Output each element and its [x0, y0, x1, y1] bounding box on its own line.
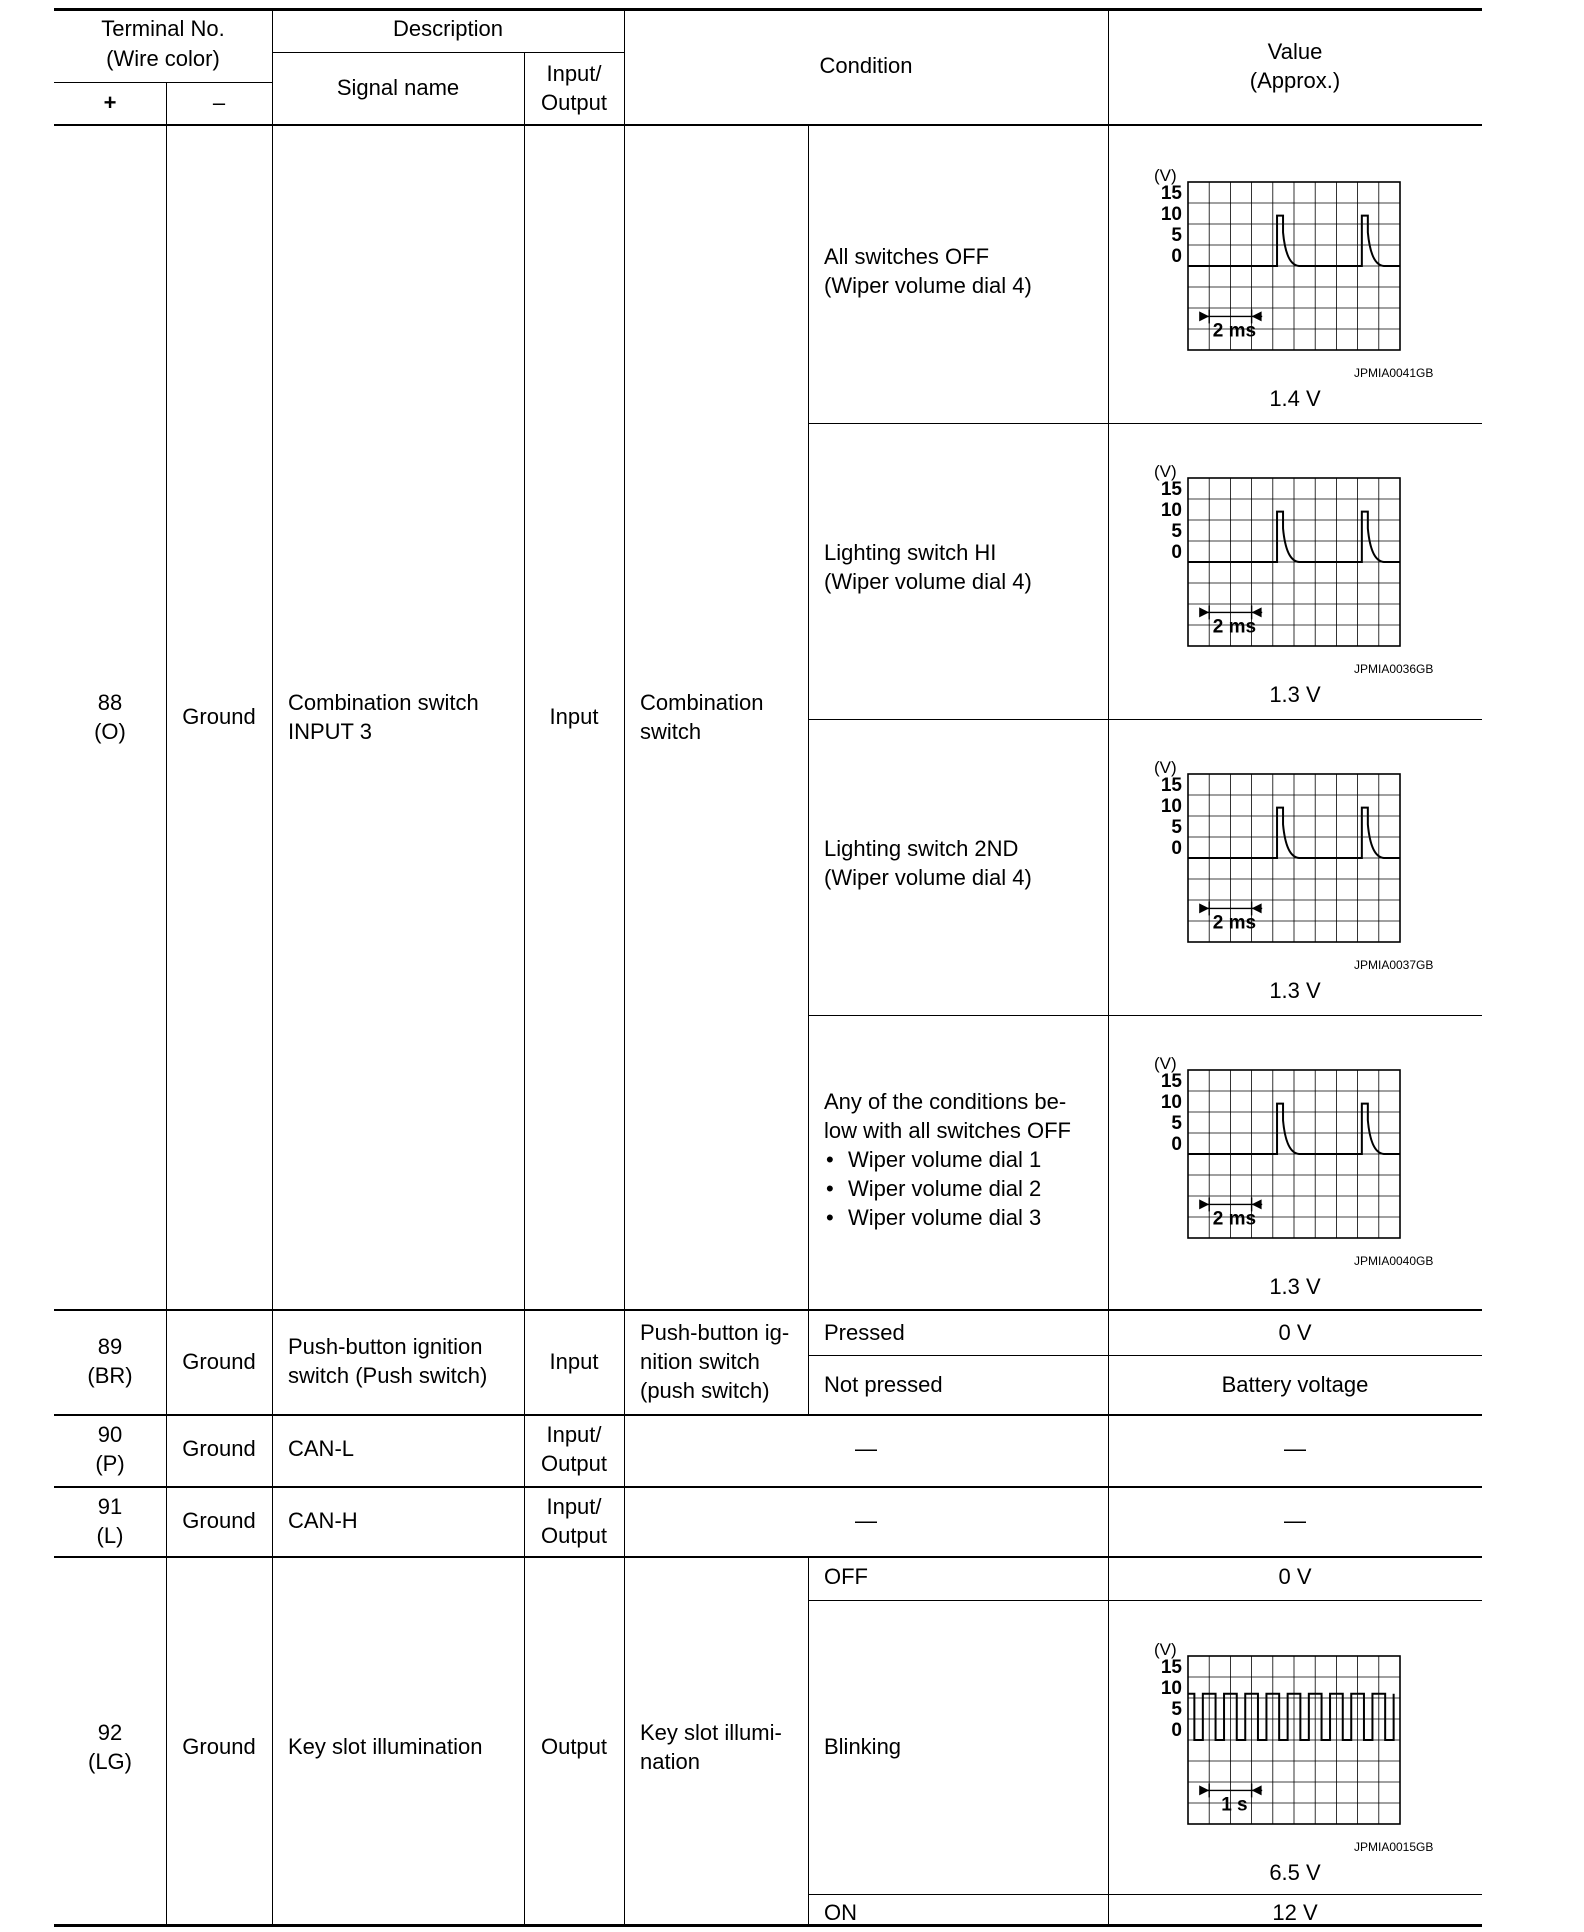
figure-code-0036: JPMIA0036GB — [1354, 662, 1434, 676]
axis-tick-label: 0 — [1171, 838, 1182, 859]
waveform-graph — [1150, 760, 1450, 970]
time-scale-label: 2 ms — [1212, 912, 1257, 934]
sub-condition-2nd-2: (Wiper volume dial 4) — [824, 865, 1032, 890]
sub-condition-hi-1: Lighting switch HI — [824, 540, 997, 565]
signal-90: CAN-L — [288, 1436, 355, 1461]
io-88: Input — [549, 704, 599, 729]
waveform-graph — [1150, 1056, 1450, 1266]
terminal-92: 92 — [97, 1720, 123, 1745]
terminal-89: 89 — [97, 1334, 123, 1359]
axis-tick-label: 0 — [1171, 1134, 1182, 1155]
io-91-line1: Input/ — [546, 1494, 602, 1519]
io-91-line2: Output — [540, 1523, 608, 1548]
value-blinking: 6.5 V — [1269, 1860, 1321, 1885]
waveform-all-off — [1150, 168, 1450, 388]
minus-90: Ground — [182, 1436, 256, 1461]
axis-tick-label: 15 — [1160, 183, 1182, 204]
wire-color-92: (LG) — [88, 1749, 132, 1774]
axis-tick-label: 10 — [1160, 204, 1182, 225]
terminal-91: 91 — [97, 1494, 123, 1519]
header-value-2: (Approx.) — [1249, 68, 1341, 93]
axis-tick-label: 5 — [1171, 1699, 1182, 1720]
bullet-dial-1: • Wiper volume dial 1 — [824, 1145, 1041, 1174]
signal-89-line1: Push-button ignition — [288, 1334, 483, 1359]
sub-condition-any-2: low with all switches OFF — [824, 1118, 1071, 1143]
waveform-hi — [1150, 464, 1450, 684]
sub-condition-pressed: Pressed — [824, 1320, 905, 1345]
header-signal-name: Signal name — [336, 75, 460, 100]
minus-88: Ground — [182, 704, 256, 729]
axis-tick-label: 5 — [1171, 521, 1182, 542]
axis-unit-label: (V) — [1154, 1054, 1177, 1073]
terminal-90: 90 — [97, 1422, 123, 1447]
axis-tick-label: 0 — [1171, 246, 1182, 267]
time-scale-label: 2 ms — [1212, 1208, 1257, 1230]
square-trace — [1188, 1694, 1394, 1740]
value-on: 12 V — [1272, 1900, 1318, 1925]
signal-88-line2: INPUT 3 — [288, 719, 372, 744]
sub-condition-all-off-1: All switches OFF — [824, 244, 990, 269]
axis-tick-label: 15 — [1160, 1071, 1182, 1092]
sub-condition-on: ON — [824, 1900, 857, 1925]
signal-92: Key slot illumination — [288, 1734, 483, 1759]
axis-unit-label: (V) — [1154, 462, 1177, 481]
value-90: — — [1284, 1436, 1306, 1461]
value-not-pressed: Battery voltage — [1221, 1372, 1369, 1397]
condition-89-line3: (push switch) — [640, 1378, 770, 1403]
value-hi: 1.3 V — [1269, 682, 1321, 707]
sub-condition-off: OFF — [824, 1564, 868, 1589]
io-92: Output — [540, 1734, 608, 1759]
header-value-1: Value — [1267, 39, 1323, 64]
io-90-line2: Output — [540, 1451, 608, 1476]
io-90-line1: Input/ — [546, 1422, 602, 1447]
condition-92-line2: nation — [640, 1749, 700, 1774]
axis-tick-label: 10 — [1160, 1678, 1182, 1699]
bullet-dial-3: • Wiper volume dial 3 — [824, 1203, 1041, 1232]
condition-91: — — [855, 1508, 877, 1533]
waveform-graph — [1150, 1642, 1450, 1852]
value-pressed: 0 V — [1278, 1320, 1312, 1345]
condition-89-line2: nition switch — [640, 1349, 760, 1374]
axis-tick-label: 15 — [1160, 1657, 1182, 1678]
figure-code-0040: JPMIA0040GB — [1354, 1254, 1434, 1268]
table-top-border — [54, 8, 1482, 11]
minus-89: Ground — [182, 1349, 256, 1374]
waveform-graph — [1150, 464, 1450, 674]
wire-color-89: (BR) — [87, 1363, 133, 1388]
header-description: Description — [392, 16, 504, 41]
wire-color-90: (P) — [95, 1451, 125, 1476]
sub-condition-2nd-1: Lighting switch 2ND — [824, 836, 1019, 861]
axis-tick-label: 10 — [1160, 796, 1182, 817]
header-condition: Condition — [819, 53, 913, 78]
waveform-any — [1150, 1056, 1450, 1276]
wire-color-88: (O) — [94, 719, 126, 744]
wire-color-91: (L) — [96, 1523, 124, 1548]
value-91: — — [1284, 1508, 1306, 1533]
sub-condition-any-1: Any of the conditions be- — [824, 1089, 1067, 1114]
signal-89-line2: switch (Push switch) — [288, 1363, 488, 1388]
header-plus: + — [103, 90, 117, 115]
time-scale-label: 2 ms — [1212, 616, 1257, 638]
axis-tick-label: 15 — [1160, 775, 1182, 796]
value-2nd: 1.3 V — [1269, 978, 1321, 1003]
value-off: 0 V — [1278, 1564, 1312, 1589]
minus-92: Ground — [182, 1734, 256, 1759]
sub-condition-not-pressed: Not pressed — [824, 1372, 943, 1397]
axis-tick-label: 5 — [1171, 817, 1182, 838]
axis-unit-label: (V) — [1154, 1640, 1177, 1659]
figure-code-0015: JPMIA0015GB — [1354, 1840, 1434, 1854]
minus-91: Ground — [182, 1508, 256, 1533]
value-any: 1.3 V — [1269, 1274, 1321, 1299]
signal-91: CAN-H — [288, 1508, 358, 1533]
bullet-dial-2: • Wiper volume dial 2 — [824, 1174, 1041, 1203]
value-all-off: 1.4 V — [1269, 386, 1321, 411]
sub-condition-hi-2: (Wiper volume dial 4) — [824, 569, 1032, 594]
axis-unit-label: (V) — [1154, 166, 1177, 185]
condition-88-line2: switch — [640, 719, 702, 744]
axis-unit-label: (V) — [1154, 758, 1177, 777]
axis-tick-label: 15 — [1160, 479, 1182, 500]
condition-89-line1: Push-button ig- — [640, 1320, 790, 1345]
sub-condition-all-off-2: (Wiper volume dial 4) — [824, 273, 1032, 298]
io-89: Input — [549, 1349, 599, 1374]
axis-tick-label: 10 — [1160, 1092, 1182, 1113]
waveform-blinking — [1150, 1642, 1450, 1862]
time-scale-label: 1 s — [1221, 1794, 1248, 1816]
waveform-graph — [1150, 168, 1450, 378]
terminal-88: 88 — [97, 690, 123, 715]
signal-88-line1: Combination switch — [288, 690, 479, 715]
condition-92-line1: Key slot illumi- — [640, 1720, 782, 1745]
axis-tick-label: 0 — [1171, 1720, 1182, 1741]
header-wire-color: (Wire color) — [106, 46, 220, 71]
header-input-output-1: Input/ — [546, 61, 602, 86]
condition-88-line1: Combination — [640, 690, 764, 715]
axis-tick-label: 0 — [1171, 542, 1182, 563]
header-bottom-border — [54, 124, 1482, 126]
figure-code-0037: JPMIA0037GB — [1354, 958, 1434, 972]
header-terminal-no: Terminal No. — [101, 16, 225, 41]
waveform-2nd — [1150, 760, 1450, 980]
axis-tick-label: 5 — [1171, 1113, 1182, 1134]
sub-condition-blinking: Blinking — [824, 1734, 902, 1759]
axis-tick-label: 10 — [1160, 500, 1182, 521]
condition-90: — — [855, 1436, 877, 1461]
header-minus: – — [212, 90, 226, 115]
axis-tick-label: 5 — [1171, 225, 1182, 246]
time-scale-label: 2 ms — [1212, 320, 1257, 342]
header-input-output-2: Output — [540, 90, 608, 115]
sub-condition-any-bullets — [824, 1145, 1041, 1232]
figure-code-0041: JPMIA0041GB — [1354, 366, 1434, 380]
